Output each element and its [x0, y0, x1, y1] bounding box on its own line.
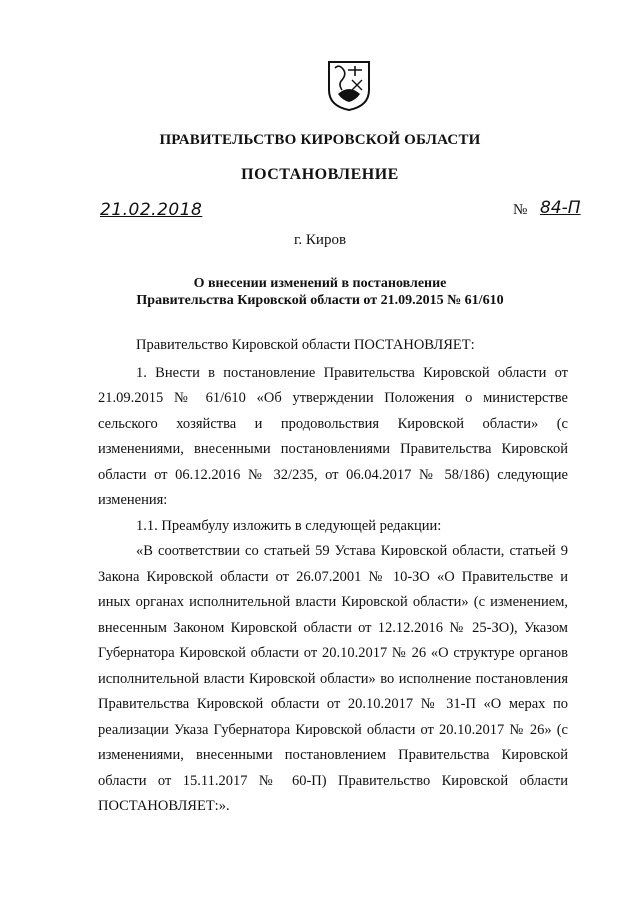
coat-of-arms-icon: [326, 60, 372, 112]
organization-name: ПРАВИТЕЛЬСТВО КИРОВСКОЙ ОБЛАСТИ: [159, 132, 481, 148]
paragraph-item-1-1: 1.1. Преамбулу изложить в следующей редакции:: [136, 517, 442, 534]
document-subject: [0, 275, 640, 309]
paragraph-item-1: 1. Внести в постановление Правительства Кировской области от 21.09.2015 № 61/610 «Об утверждении Положения о министерстве сельского хозяйства и продовольствия Кировской области» (с изменениями, внесенными постановлениями Правительства Кировской области от 06.12.2016 № 32/235, от 06.04.2017 № 58/186) следующие изменения:: [98, 364, 568, 508]
subject-line-2: Правительства Кировской области от 21.09.2015 № 61/610: [136, 293, 504, 308]
paragraph-preamble: «В соответствии со статьей 59 Устава Кировской области, статьей 9 Закона Кировской области от 26.07.2001 № 10-ЗО «О Правительстве и иных органах исполнительной власти Кировской области» (с изменением, внесенным Законом Кировской области от 12.12.2016 № 25-ЗО), Указом Губернатора Кировской области от 20.10.2017 № 26 «О структуре органов исполнительной власти Кировской области» во исполнение постановления Правительства Кировской области от 20.10.2017 № 31-П «О мерах по реализации Указа Губернатора Кировской области от 20.10.2017 № 26» (с изменениями, внесенными постановлением Правительства Кировской области от 15.11.2017 № 60-П) Правительство Кировской области ПОСТАНОВЛЯЕТ:».: [98, 543, 568, 814]
subject-line-1: О внесении изменений в постановление: [193, 276, 447, 291]
document-date: 21.02.2018: [100, 200, 203, 220]
number-label: №: [513, 202, 528, 218]
document-number: 84-П: [540, 198, 581, 218]
document-body: [98, 333, 568, 820]
document-type: ПОСТАНОВЛЕНИЕ: [241, 166, 399, 183]
paragraph-intro: Правительство Кировской области ПОСТАНОВЛЯЕТ:: [136, 337, 475, 353]
city: г. Киров: [293, 232, 347, 248]
